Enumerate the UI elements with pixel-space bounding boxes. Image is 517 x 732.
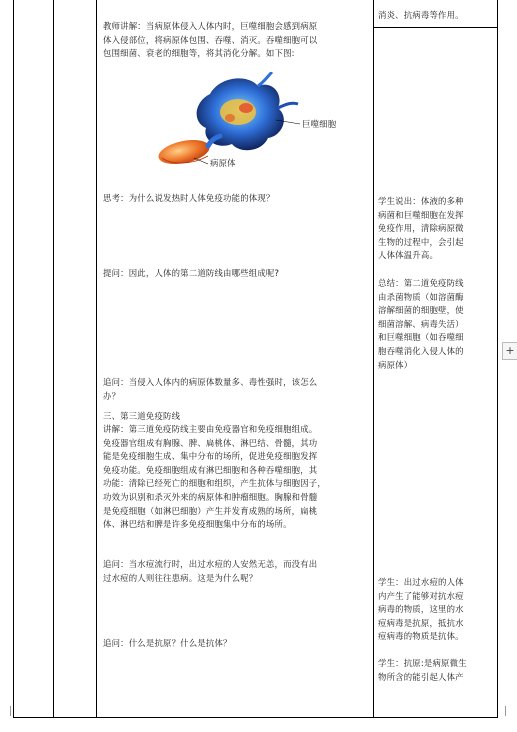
teacher-ask-second-line: 提问：因此，人体的第二道防线由哪些组成呢? [103, 268, 280, 278]
table-border-right [497, 0, 498, 718]
student-antigen-answer: 学生：抗原:是病原微生 物所含的能引起人体产 [378, 658, 467, 682]
table-col-divider-2 [96, 0, 97, 718]
section-title-third-line: 三、第三道免疫防线 [103, 411, 181, 421]
page-corner-mark [505, 706, 516, 716]
teacher-follow-up-many-pathogens: 追问：当侵入人体内的病原体数量多、毒性强时，该怎么 办？ [103, 377, 318, 401]
student-fever-answer: 学生说出：体液的多种 病菌和巨噬细胞在发挥 免疫作用，清除病原微 生物的过程中，会引起 人体体温升高。 [378, 196, 464, 261]
student-measles-answer: 学生：出过水痘的人体 内产生了能够对抗水痘 病毒的物质，这里的水 痘病毒是抗原，抵抗水 痘病毒的物质是抗体。 [378, 577, 464, 642]
teacher-explain-third-line: 讲解：第三道免疫防线主要由免疫器官和免疫细胞组成。 免疫器官组成有胸腺、脾、扁桃体、淋巴结、骨髓，其功 能是免疫细胞生成、集中分布的场所，促进免疫细胞发挥 免疫功能。免疫细胞组成有淋巴细胞和各种吞噬细胞，其 功能：清除已经死亡的细胞和组织，产生抗体与细胞因子， 功效为识别和杀灭外来的病原体和肿瘤细胞。胸腺和骨髓 是免疫细胞（如淋巴细胞）产生并发育成熟的场所，扁桃 体、淋巴结和脾是许多免疫细胞集中分布的场所。 [103, 424, 326, 530]
teacher-explain-intro: 教师讲解：当病原体侵入人体内时，巨噬细胞会感到病原 体入侵部位，将病原体包围、吞噬、消灭。吞噬细胞可以 包围细菌、衰老的细胞等，将其消化分解。如下图: [103, 21, 318, 59]
table-border-bottom [13, 717, 498, 718]
teacher-follow-up-antigen: 追问：什么是抗原？什么是抗体？ [103, 638, 232, 648]
figure-label-pathogen: 病原体 [210, 158, 236, 168]
summary-second-line: 总结：第二道免疫防线 由杀菌物质（如溶菌酶 溶解细菌的细胞壁，使 细菌溶解、病毒失活） 和巨噬细胞（如吞噬细 胞吞噬消化入侵人体的 病原体） [378, 278, 464, 370]
table-border-left [13, 0, 14, 718]
table-col-divider-3 [373, 0, 374, 718]
page-corner-mark [0, 706, 11, 716]
teacher-follow-up-measles: 追问：当水痘流行时，出过水痘的人安然无恙，而没有出 过水痘的人则往往患病。这是为什么呢？ [103, 559, 318, 583]
table-row-divider [373, 27, 498, 28]
expand-tab[interactable]: + [502, 342, 517, 360]
table-col-divider-1 [53, 0, 54, 718]
figure-label-macrophage: 巨噬细胞 [302, 119, 337, 129]
student-top-fragment: 消炎、抗病毒等作用。 [378, 10, 464, 20]
teacher-think-question: 思考：为什么说发热时人体免疫功能的体现？ [103, 193, 275, 203]
